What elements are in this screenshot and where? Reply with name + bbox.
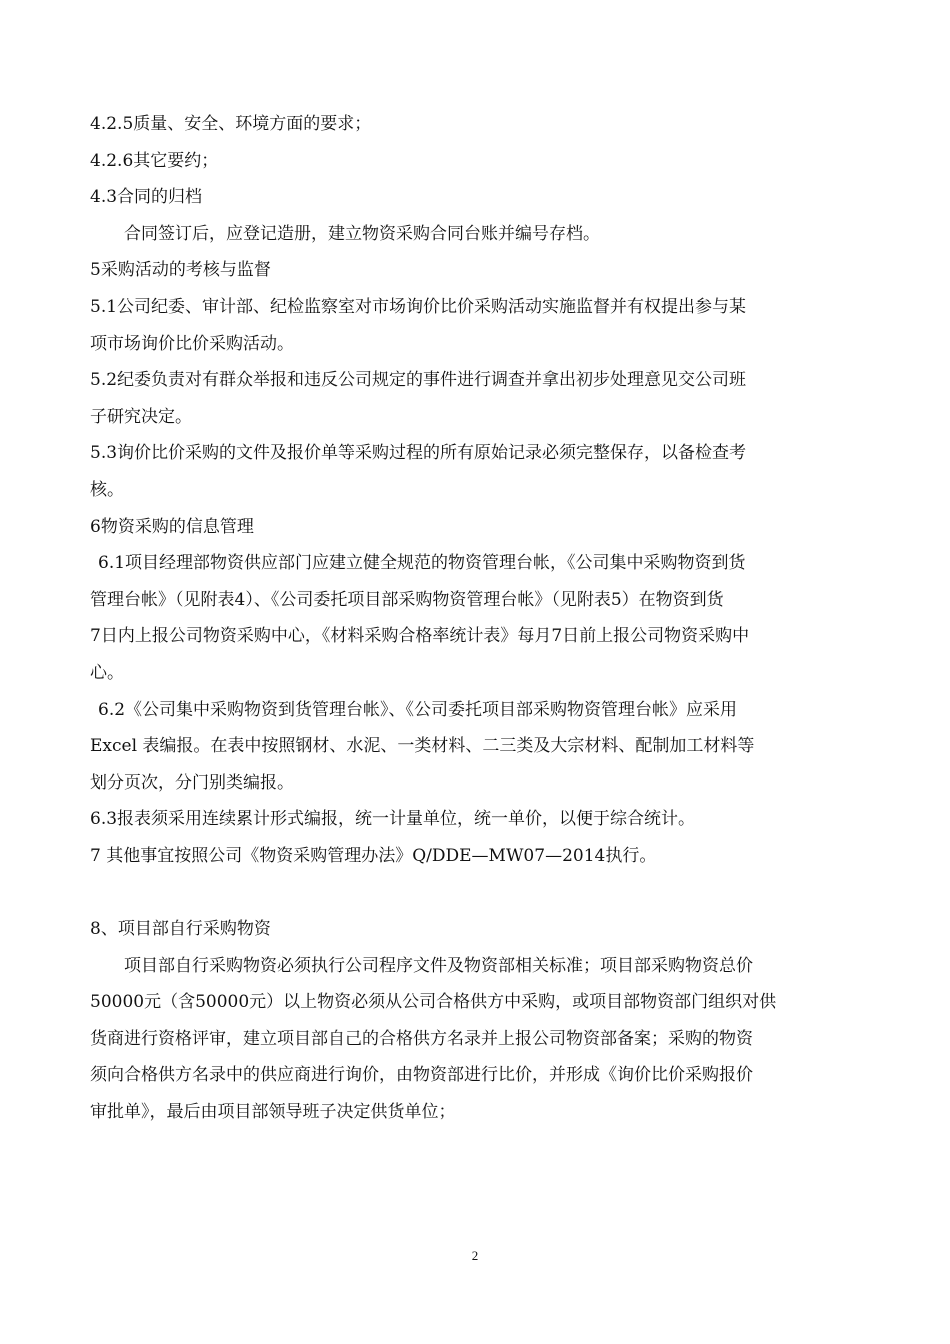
text-line: 7日内上报公司物资采购中心，《材料采购合格率统计表》每月7日前上报公司物资采购中 [90,626,750,647]
text-line: 合同签订后，应登记造册，建立物资采购合同台账并编号存档。 [124,223,600,244]
text-line: 心。 [90,662,124,683]
text-line: 7 其他事宜按照公司《物资采购管理办法》Q/DDE—MW07—2014执行。 [90,845,657,866]
text-line: 50000元（含50000元）以上物资必须从公司合格供方中采购，或项目部物资部门组织对供 [90,992,777,1013]
text-line: 子研究决定。 [90,406,192,427]
text-line: 4.2.5质量、安全、环境方面的要求； [90,114,372,134]
text-line: 须向合格供方名录中的供应商进行询价，由物资部进行比价，并形成《询价比价采购报价 [90,1065,753,1086]
text-line: 管理台帐》（见附表4）、《公司委托项目部采购物资管理台帐》（见附表5）在物资到货 [90,589,724,610]
text-line: Excel 表编报。在表中按照钢材、水泥、一类材料、二三类及大宗材料、配制加工材料等 [90,736,755,757]
document-body [90,106,850,1131]
text-line: 项目部自行采购物资必须执行公司程序文件及物资部相关标准；项目部采购物资总价 [124,955,753,976]
text-line: 4.2.6其它要约； [90,150,219,171]
text-line: 核。 [90,479,124,500]
text-line: 货商进行资格评审，建立项目部自己的合格供方名录并上报公司物资部备案；采购的物资 [90,1028,753,1049]
text-line: 项市场询价比价采购活动。 [90,333,294,354]
text-line: 6.2《公司集中采购物资到货管理台帐》、《公司委托项目部采购物资管理台帐》应采用 [98,699,738,720]
text-line: 审批单》，最后由项目部领导班子决定供货单位； [90,1102,456,1123]
text-line: 6.1项目经理部物资供应部门应建立健全规范的物资管理台帐，《公司集中采购物资到货 [98,553,746,574]
section-heading: 6物资采购的信息管理 [90,516,254,537]
blank-line [90,874,850,911]
section-heading: 4.3合同的归档 [90,187,203,208]
text-line: 划分页次，分门别类编报。 [90,772,294,793]
text-line: 5.1公司纪委、审计部、纪检监察室对市场询价比价采购活动实施监督并有权提出参与某 [90,296,747,317]
text-line: 5.2纪委负责对有群众举报和违反公司规定的事件进行调查并拿出初步处理意见交公司班 [90,370,747,391]
text-line: 5.3询价比价采购的文件及报价单等采购过程的所有原始记录必须完整保存，以备检查考 [90,443,747,464]
section-heading: 8、项目部自行采购物资 [90,919,271,940]
text-line: 6.3报表须采用连续累计形式编报，统一计量单位，统一单价，以便于综合统计。 [90,809,696,830]
section-heading: 5采购活动的考核与监督 [90,260,271,281]
page-number: 2 [471,1248,479,1263]
